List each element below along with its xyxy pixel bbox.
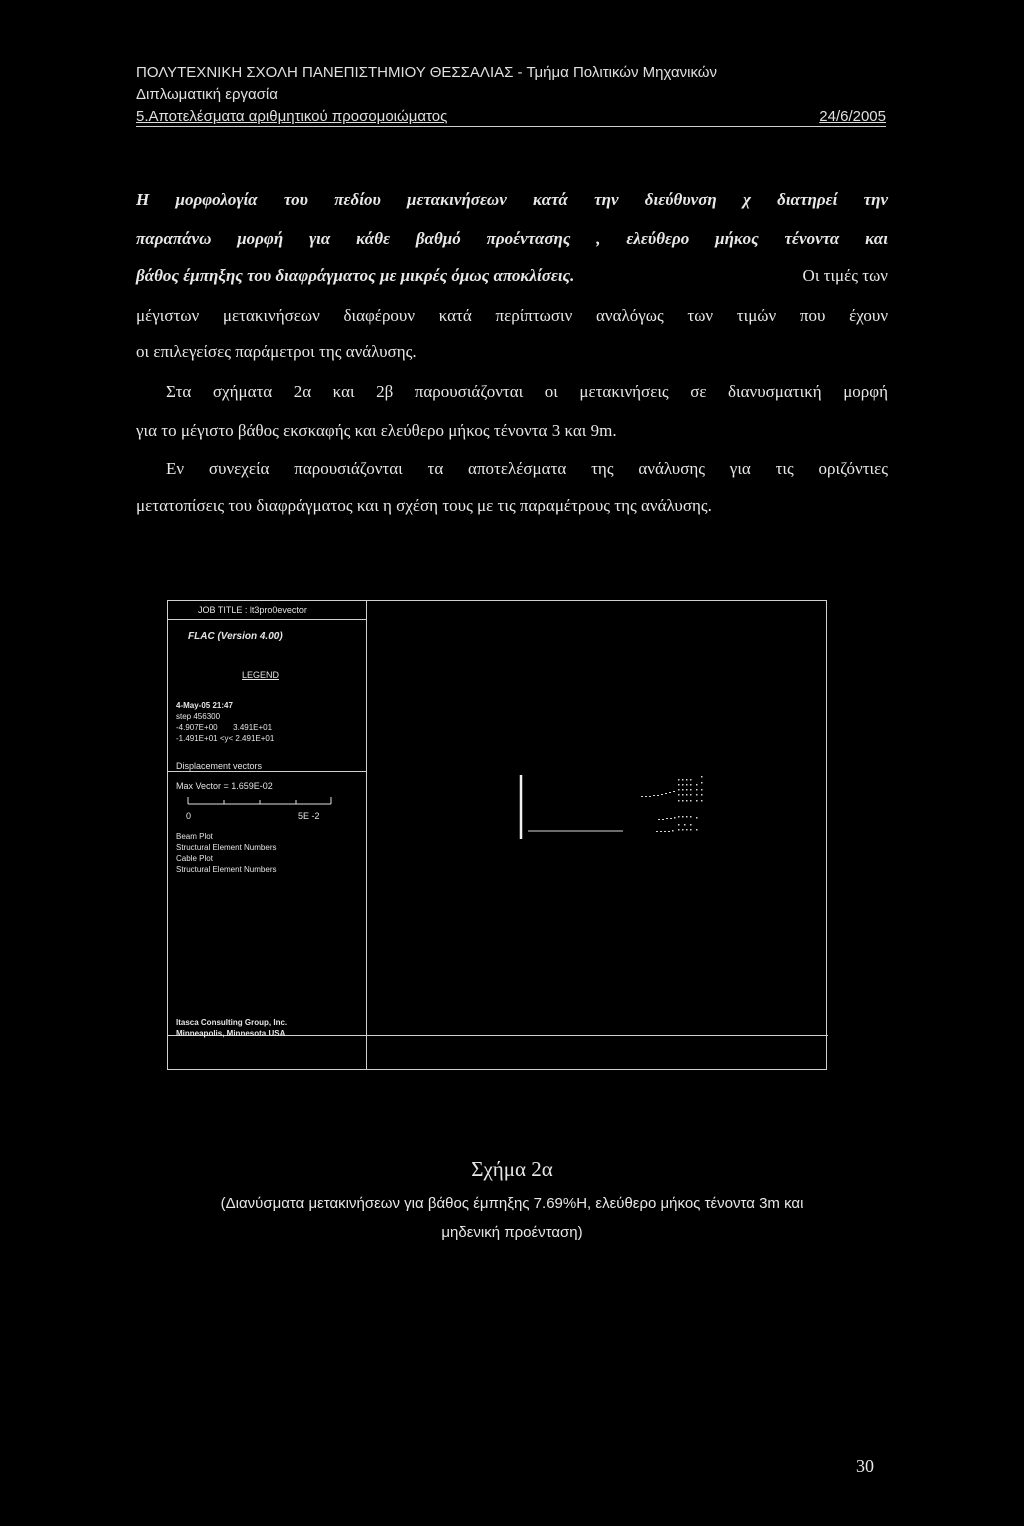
company-name: Itasca Consulting Group, Inc.: [176, 1018, 288, 1027]
header-date: 24/6/2005: [819, 108, 886, 125]
legend-label: LEGEND: [242, 670, 280, 680]
figure-caption-line-2: μηδενική προένταση): [441, 1224, 583, 1241]
disp-vectors-label: Displacement vectors: [176, 761, 263, 771]
job-title: JOB TITLE : lt3pro0evector: [198, 605, 307, 615]
flac-figure: [167, 600, 827, 1070]
body-line-4: μέγιστων μετακινήσεων διαφέρουν κατά περίπτωσιν αναλόγως των τιμών που έχουν: [136, 306, 888, 325]
max-vector: Max Vector = 1.659E-02: [176, 781, 273, 791]
bold-line-3: βάθος έμπηξης του διαφράγματος με μικρές όμως αποκλίσεις.: [136, 266, 575, 285]
legend-item-struct-numbers-1: Structural Element Numbers: [176, 843, 277, 852]
company-location: Minneapolis, Minnesota USA: [176, 1029, 286, 1038]
bold-line-1: Η μορφολογία του πεδίου μετακινήσεων κατά την διεύθυνση χ διατηρεί την: [136, 190, 888, 209]
line-3-rest: Οι τιμές των: [802, 266, 888, 285]
bold-line-2: παραπάνω μορφή για κάθε βαθμό προέντασης , ελεύθερο μήκος τένοντα και: [136, 229, 888, 248]
legend-date: 4-May-05 21:47: [176, 701, 233, 710]
body-line-5: οι επιλεγείσες παράμετροι της ανάλυσης.: [136, 342, 417, 361]
body-line-7: για το μέγιστο βάθος εκσκαφής και ελεύθερο μήκος τένοντα 3 και 9m.: [136, 421, 617, 440]
legend-item-beam-plot: Beam Plot: [176, 832, 213, 841]
legend-item-struct-numbers-2: Structural Element Numbers: [176, 865, 277, 874]
displacement-vector-plot: [508, 773, 768, 843]
header-section: 5.Αποτελέσματα αριθμητικού προσομοιώματος: [136, 108, 448, 125]
legend-step: step 456300: [176, 712, 221, 721]
legend-item-cable-plot: Cable Plot: [176, 854, 213, 863]
body-line-9: μετατοπίσεις του διαφράγματος και η σχέση τους με τις παραμέτρους της ανάλυσης.: [136, 496, 712, 515]
title-divider: [168, 619, 366, 620]
vector-scale-bar: [186, 794, 336, 808]
figure-caption-line-1: (Διανύσματα μετακινήσεων για βάθος έμπηξης 7.69%H, ελεύθερο μήκος τένοντα 3m και: [220, 1195, 804, 1212]
line-3: [136, 266, 888, 286]
page-number: 30: [856, 1456, 874, 1476]
legend-range-2: -1.491E+01 <y< 2.491E+01: [176, 734, 275, 743]
body-line-8: Εν συνεχεία παρουσιάζονται τα αποτελέσματα της ανάλυσης για τις οριζόντιες: [166, 459, 888, 478]
scale-left-label: 0: [186, 811, 192, 821]
header-section-row: [136, 108, 886, 127]
header-doc-type: Διπλωματική εργασία: [136, 86, 278, 103]
legend-range-1: -4.907E+00 3.491E+01: [176, 723, 273, 732]
flac-version: FLAC (Version 4.00): [188, 631, 283, 642]
header-institution: ΠΟΛΥΤΕΧΝΙΚΗ ΣΧΟΛΗ ΠΑΝΕΠΙΣΤΗΜΙΟΥ ΘΕΣΣΑΛΙΑΣ - Τμήμα Πολιτικών Μηχανικών: [136, 64, 717, 81]
figure-caption-title: Σχήμα 2α: [471, 1157, 553, 1181]
scale-right-label: 5E -2: [298, 811, 320, 821]
body-line-6: Στα σχήματα 2α και 2β παρουσιάζονται οι μετακινήσεις σε διανυσματική μορφή: [166, 382, 888, 401]
legend-divider: [168, 771, 366, 772]
